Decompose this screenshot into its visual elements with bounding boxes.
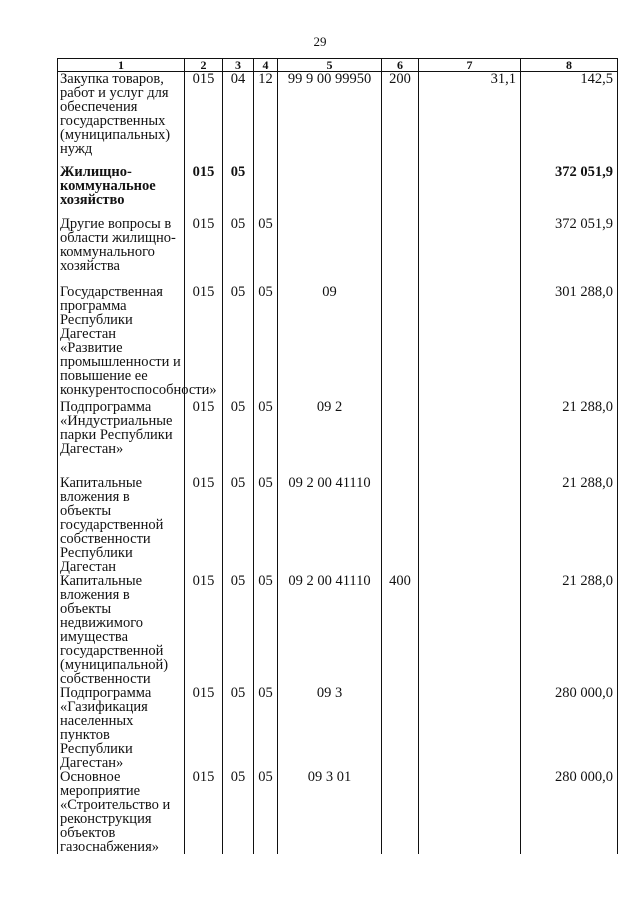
row-amount-7 [419,476,521,574]
row-expense-type [382,686,419,770]
page-number: 29 [313,34,327,49]
table-row [58,770,618,854]
row-code-ministry: 015 [185,217,223,285]
row-target-article [278,217,382,285]
row-section: 05 [223,285,254,400]
row-amount-7: 31,1 [419,72,521,165]
row-expense-type [382,770,419,854]
row-section: 05 [223,476,254,574]
row-name: Другие вопросы в области жилищно-коммунального хозяйства [58,217,185,285]
row-amount-7 [419,400,521,476]
row-subsection: 05 [254,686,278,770]
row-name: Капитальные вложения в объекты государственной собственности Республики Дагестан [58,476,185,574]
row-expense-type [382,285,419,400]
row-amount-7 [419,770,521,854]
row-code-ministry: 015 [185,770,223,854]
header-col-3: 3 [223,59,254,72]
row-section: 05 [223,686,254,770]
row-section: 05 [223,574,254,686]
row-target-article: 09 2 00 41110 [278,574,382,686]
row-amount-8: 21 288,0 [521,476,618,574]
row-code-ministry: 015 [185,72,223,165]
row-section: 05 [223,165,254,217]
row-code-ministry: 015 [185,574,223,686]
header-col-2: 2 [185,59,223,72]
row-target-article: 99 9 00 99950 [278,72,382,165]
row-subsection: 05 [254,770,278,854]
row-expense-type: 400 [382,574,419,686]
row-expense-type [382,400,419,476]
row-code-ministry: 015 [185,686,223,770]
table-row [58,686,618,770]
row-code-ministry: 015 [185,165,223,217]
row-name: Подпрограмма «Газификация населенных пунктов Республики Дагестан» [58,686,185,770]
row-name: Государственная программа Республики Дагестан «Развитие промышленности и повышение ее конкурентоспособности» [58,285,185,400]
row-target-article: 09 2 [278,400,382,476]
row-code-ministry: 015 [185,400,223,476]
budget-table [57,58,618,854]
row-subsection: 05 [254,400,278,476]
row-subsection: 05 [254,574,278,686]
header-col-5: 5 [278,59,382,72]
row-expense-type [382,165,419,217]
row-target-article: 09 2 00 41110 [278,476,382,574]
row-target-article: 09 3 01 [278,770,382,854]
row-amount-8: 301 288,0 [521,285,618,400]
row-amount-8: 21 288,0 [521,400,618,476]
table-row [58,285,618,400]
header-row [58,59,618,72]
row-amount-8: 372 051,9 [521,217,618,285]
row-name: Подпрограмма «Индустриальные парки Республики Дагестан» [58,400,185,476]
row-name: Жилищно-коммунальное хозяйство [58,165,185,217]
header-col-1: 1 [58,59,185,72]
row-target-article: 09 [278,285,382,400]
row-code-ministry: 015 [185,285,223,400]
row-amount-7 [419,686,521,770]
row-section: 05 [223,400,254,476]
row-name: Основное мероприятие «Строительство и реконструкция объектов газоснабжения» [58,770,185,854]
row-amount-7 [419,165,521,217]
table-row [58,217,618,285]
row-subsection: 12 [254,72,278,165]
header-col-7: 7 [419,59,521,72]
table-row [58,476,618,574]
row-amount-7 [419,285,521,400]
row-subsection [254,165,278,217]
header-col-4: 4 [254,59,278,72]
row-amount-8: 21 288,0 [521,574,618,686]
row-amount-8: 142,5 [521,72,618,165]
row-expense-type: 200 [382,72,419,165]
table-row [58,574,618,686]
row-subsection: 05 [254,476,278,574]
header-col-6: 6 [382,59,419,72]
row-expense-type [382,217,419,285]
row-subsection: 05 [254,285,278,400]
row-section: 04 [223,72,254,165]
row-subsection: 05 [254,217,278,285]
row-code-ministry: 015 [185,476,223,574]
header-col-8: 8 [521,59,618,72]
row-amount-8: 280 000,0 [521,770,618,854]
row-target-article [278,165,382,217]
table-row [58,400,618,476]
row-expense-type [382,476,419,574]
row-amount-7 [419,217,521,285]
row-name: Капитальные вложения в объекты недвижимого имущества государственной (муниципальной) собственности [58,574,185,686]
row-amount-8: 280 000,0 [521,686,618,770]
row-amount-8: 372 051,9 [521,165,618,217]
row-target-article: 09 3 [278,686,382,770]
budget-table-wrapper [57,58,617,854]
row-amount-7 [419,574,521,686]
row-name: Закупка товаров, работ и услуг для обеспечения государственных (муниципальных) нужд [58,72,185,165]
row-section: 05 [223,770,254,854]
table-row [58,165,618,217]
table-row [58,72,618,165]
row-section: 05 [223,217,254,285]
